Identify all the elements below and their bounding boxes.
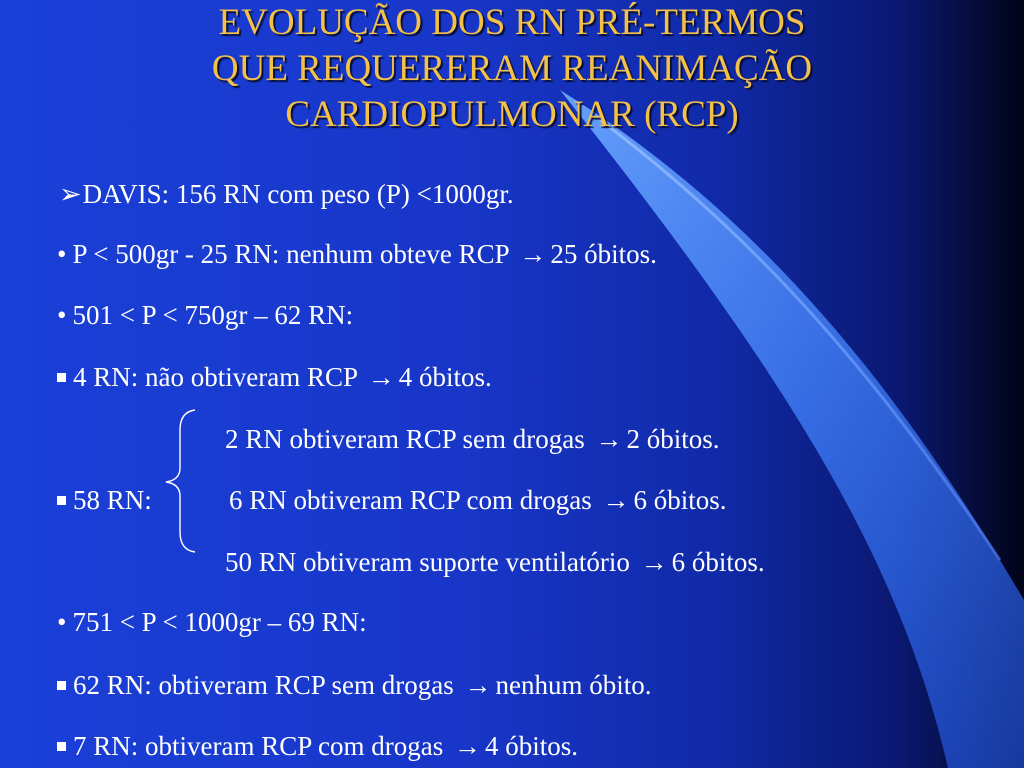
round-bullet-icon: • xyxy=(57,607,67,637)
item-group1-result: 25 óbitos. xyxy=(550,239,657,269)
item-group2-sub1 xyxy=(57,360,492,394)
square-bullet-icon xyxy=(57,681,66,690)
title-line-2: QUE REQUERERAM REANIMAÇÃO xyxy=(211,48,813,89)
title-line-3: CARDIOPULMONAR (RCP) xyxy=(285,94,739,135)
item-group2-sub1-result: 4 óbitos. xyxy=(398,362,492,392)
round-bullet-icon: • xyxy=(57,239,67,269)
item-group2-brace-1-result: 2 óbitos. xyxy=(626,424,720,454)
arrow-bullet-icon: ➢ xyxy=(59,179,82,209)
item-group2 xyxy=(57,298,353,332)
item-group2-brace-2 xyxy=(229,483,727,517)
round-bullet-icon: • xyxy=(57,300,67,330)
item-group3-sub2-text: 7 RN: obtiveram RCP com drogas xyxy=(73,731,444,761)
item-group2-brace-2-text: 6 RN obtiveram RCP com drogas xyxy=(229,485,592,515)
item-group2-brace-3-text: 50 RN obtiveram suporte ventilatório xyxy=(225,547,630,577)
right-arrow-icon: → xyxy=(595,424,623,454)
item-group2-brace-1-text: 2 RN obtiveram RCP sem drogas xyxy=(225,424,585,454)
item-group3-sub2-result: 4 óbitos. xyxy=(484,731,578,761)
square-bullet-icon xyxy=(57,373,66,382)
right-arrow-icon: → xyxy=(464,670,492,700)
right-arrow-icon: → xyxy=(640,547,668,577)
item-group2-sub2-text: 58 RN: xyxy=(73,485,152,515)
brace-shape xyxy=(166,410,195,552)
right-arrow-icon: → xyxy=(367,362,395,392)
item-group1 xyxy=(57,237,657,271)
item-group2-text: 501 < P < 750gr – 62 RN: xyxy=(72,300,354,330)
square-bullet-icon xyxy=(57,742,66,751)
item-davis xyxy=(59,177,514,211)
item-group3-sub1 xyxy=(57,668,651,702)
item-group3-text: 751 < P < 1000gr – 69 RN: xyxy=(72,607,367,637)
item-davis-text: DAVIS: 156 RN com peso (P) <1000gr. xyxy=(82,179,514,209)
right-arrow-icon: → xyxy=(519,239,547,269)
item-group3 xyxy=(57,605,367,639)
item-group3-sub1-result: nenhum óbito. xyxy=(495,670,652,700)
item-group2-brace-2-result: 6 óbitos. xyxy=(633,485,727,515)
item-group3-sub1-text: 62 RN: obtiveram RCP sem drogas xyxy=(73,670,454,700)
item-group2-sub2 xyxy=(57,483,152,517)
item-group2-brace-3-result: 6 óbitos. xyxy=(671,547,765,577)
title-line-1: EVOLUÇÃO DOS RN PRÉ-TERMOS xyxy=(218,2,806,43)
item-group2-brace-1 xyxy=(225,422,720,456)
right-arrow-icon: → xyxy=(602,485,630,515)
item-group3-sub2 xyxy=(57,729,578,763)
item-group1-text: P < 500gr - 25 RN: nenhum obteve RCP xyxy=(72,239,509,269)
right-arrow-icon: → xyxy=(453,731,481,761)
item-group2-brace-3 xyxy=(225,545,765,579)
item-group2-sub1-text: 4 RN: não obtiveram RCP xyxy=(73,362,357,392)
square-bullet-icon xyxy=(57,496,66,505)
